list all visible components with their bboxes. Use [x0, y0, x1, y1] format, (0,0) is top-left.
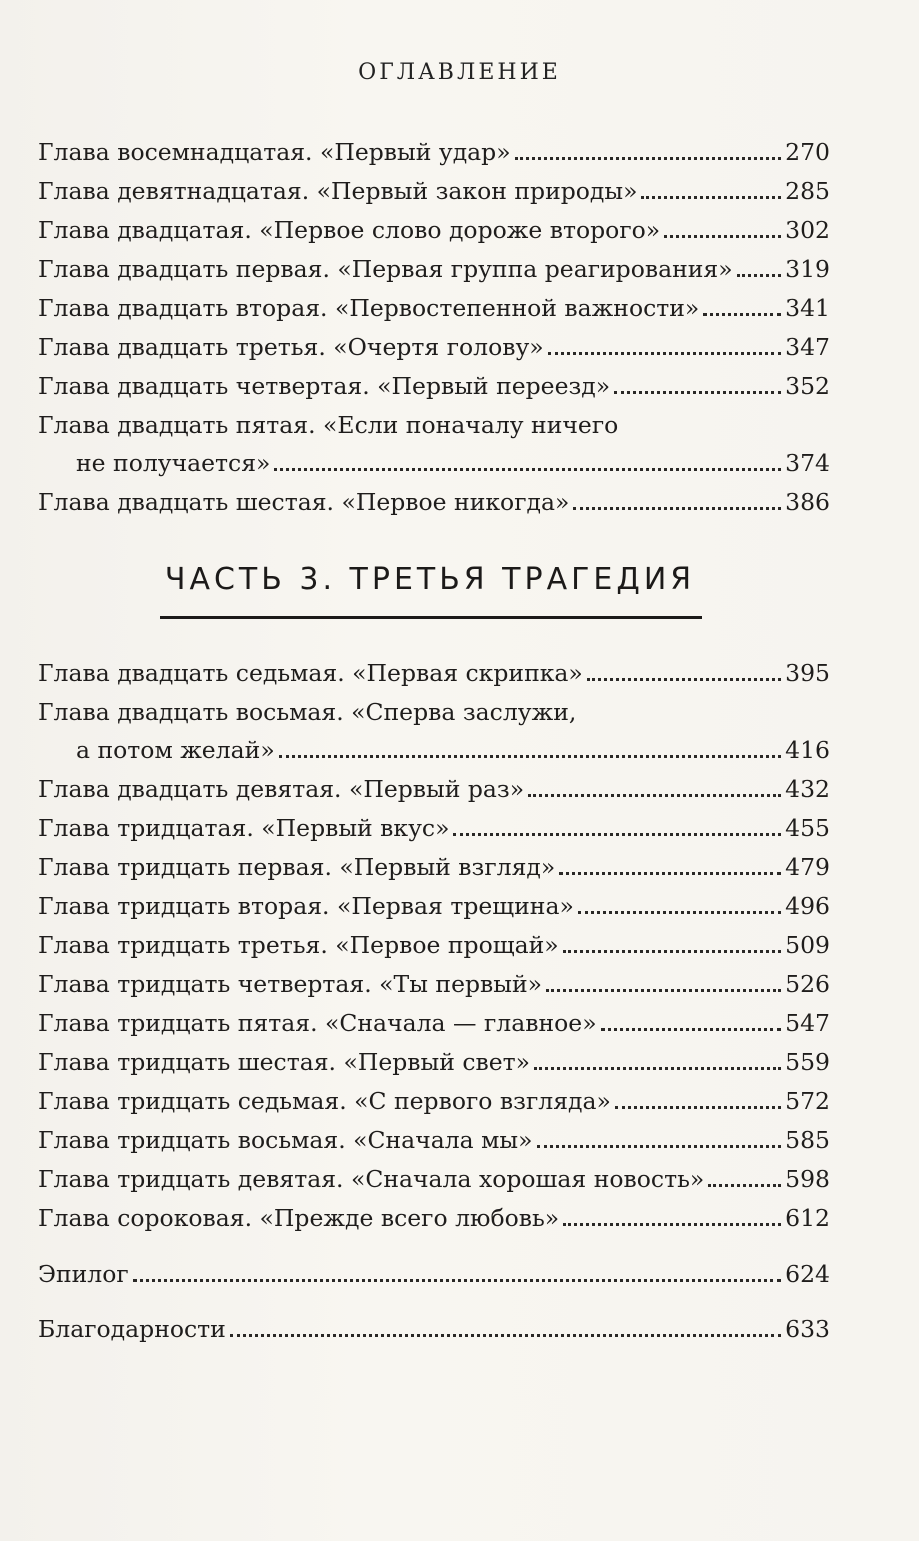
toc-entry[interactable] [38, 483, 830, 521]
toc-entry[interactable] [38, 1082, 830, 1120]
toc-entry[interactable] [38, 1121, 830, 1159]
leader-dots [563, 935, 782, 955]
leader-dots [534, 1052, 781, 1072]
toc-entry-page: 612 [785, 1204, 830, 1232]
leader-dots [279, 740, 781, 760]
toc-entry-title: Глава двадцать седьмая. «Первая скрипка» [38, 659, 583, 687]
toc-entry-page: 270 [785, 138, 830, 166]
toc-entry-page: 416 [785, 736, 830, 764]
leader-dots [537, 1130, 782, 1150]
toc-entry-title: Глава тридцать вторая. «Первая трещина» [38, 892, 574, 920]
leader-dots [453, 818, 781, 838]
toc-entry-page: 455 [785, 814, 830, 842]
part-heading-rule [160, 616, 702, 619]
toc-entry-title: Глава тридцатая. «Первый вкус» [38, 814, 450, 842]
toc-entry-page: 395 [785, 659, 830, 687]
toc-entry-page: 285 [785, 177, 830, 205]
toc-entry-title: Глава двадцатая. «Первое слово дороже второго» [38, 216, 661, 244]
toc-entry[interactable] [38, 133, 830, 171]
toc-entry-page: 624 [785, 1260, 830, 1288]
toc-entry-title: Благодарности [38, 1315, 226, 1343]
toc-entry-page: 347 [785, 333, 830, 361]
toc-entry[interactable] [38, 848, 830, 886]
leader-dots [614, 376, 781, 396]
toc-entry-page: 559 [785, 1048, 830, 1076]
toc-entry-page: 386 [785, 488, 830, 516]
toc-entry[interactable] [38, 406, 830, 482]
leader-dots [708, 1169, 781, 1189]
toc-entry[interactable] [38, 250, 830, 288]
leader-dots [703, 298, 781, 318]
toc-entry-title: Глава девятнадцатая. «Первый закон природы» [38, 177, 638, 205]
toc-entry[interactable] [38, 770, 830, 808]
toc-entry[interactable] [38, 289, 830, 327]
toc-entry-title: Глава восемнадцатая. «Первый удар» [38, 138, 511, 166]
leader-dots [578, 896, 781, 916]
toc-entry[interactable] [38, 887, 830, 925]
toc-entry-page: 374 [785, 449, 830, 477]
leader-dots [230, 1319, 781, 1339]
toc-entry-page: 526 [785, 970, 830, 998]
toc-entry-page: 302 [785, 216, 830, 244]
toc-entry-page: 319 [785, 255, 830, 283]
leader-dots [548, 337, 781, 357]
leader-dots [573, 492, 781, 512]
leader-dots [133, 1264, 781, 1284]
toc-entry-title-line2: не получается» [76, 449, 271, 477]
leader-dots [664, 220, 781, 240]
leader-dots [601, 1013, 782, 1033]
leader-dots [615, 1091, 781, 1111]
leader-dots [546, 974, 781, 994]
leader-dots [563, 1208, 781, 1228]
toc-entry-title-line1: Глава двадцать восьмая. «Сперва заслужи, [38, 698, 577, 726]
toc-entry-page: 598 [785, 1165, 830, 1193]
toc-entry-title: Глава тридцать третья. «Первое прощай» [38, 931, 559, 959]
toc-entry-title-line2: а потом желай» [76, 736, 275, 764]
toc-entry[interactable] [38, 926, 830, 964]
toc-entry-page: 496 [785, 892, 830, 920]
leader-dots [528, 779, 781, 799]
toc-entry-title: Глава двадцать шестая. «Первое никогда» [38, 488, 570, 516]
part-heading: ЧАСТЬ 3. ТРЕТЬЯ ТРАГЕДИЯ [164, 562, 696, 597]
toc-entry-title: Глава двадцать девятая. «Первый раз» [38, 775, 525, 803]
toc-entry[interactable] [38, 1043, 830, 1081]
toc-entry-title-line1: Глава двадцать пятая. «Если поначалу ничего [38, 411, 619, 439]
leader-dots [274, 453, 781, 473]
leader-dots [587, 663, 781, 683]
running-head: ОГЛАВЛЕНИЕ [358, 60, 561, 85]
toc-entry-page: 432 [785, 775, 830, 803]
toc-entry[interactable] [38, 965, 830, 1003]
toc-entry-page: 633 [785, 1315, 830, 1343]
toc-entry-page: 479 [785, 853, 830, 881]
toc-entry[interactable] [38, 1199, 830, 1237]
toc-entry-title: Глава тридцать седьмая. «С первого взгляда» [38, 1087, 611, 1115]
toc-entry[interactable] [38, 693, 830, 769]
toc-entry-page: 509 [785, 931, 830, 959]
toc-entry-page: 572 [785, 1087, 830, 1115]
toc-entry-title: Глава тридцать пятая. «Сначала — главное» [38, 1009, 597, 1037]
toc-entry[interactable] [38, 809, 830, 847]
toc-entry[interactable] [38, 211, 830, 249]
toc-entry-title: Глава тридцать восьмая. «Сначала мы» [38, 1126, 533, 1154]
toc-entry[interactable] [38, 654, 830, 692]
toc-entry-title: Глава двадцать четвертая. «Первый переезд» [38, 372, 611, 400]
toc-entry-epilogue[interactable] [38, 1255, 830, 1293]
toc-entry-page: 352 [785, 372, 830, 400]
toc-entry-page: 585 [785, 1126, 830, 1154]
toc-entry-title: Глава тридцать шестая. «Первый свет» [38, 1048, 531, 1076]
leader-dots [515, 142, 782, 162]
toc-entry-title: Глава двадцать вторая. «Первостепенной важности» [38, 294, 700, 322]
toc-entry[interactable] [38, 367, 830, 405]
toc-entry-title: Глава сороковая. «Прежде всего любовь» [38, 1204, 560, 1232]
toc-entry-title: Эпилог [38, 1260, 129, 1288]
toc-entry-title: Глава тридцать первая. «Первый взгляд» [38, 853, 556, 881]
toc-entry-title: Глава двадцать первая. «Первая группа реагирования» [38, 255, 733, 283]
toc-entry-page: 341 [785, 294, 830, 322]
toc-entry[interactable] [38, 328, 830, 366]
leader-dots [559, 857, 781, 877]
toc-entry-title: Глава тридцать четвертая. «Ты первый» [38, 970, 542, 998]
leader-dots [737, 259, 782, 279]
toc-entry[interactable] [38, 1160, 830, 1198]
toc-entry-acknowledgements[interactable] [38, 1310, 830, 1348]
toc-entry-page: 547 [785, 1009, 830, 1037]
leader-dots [641, 181, 781, 201]
toc-entry-title: Глава двадцать третья. «Очертя голову» [38, 333, 544, 361]
toc-entry-title: Глава тридцать девятая. «Сначала хорошая новость» [38, 1165, 705, 1193]
toc-entry[interactable] [38, 1004, 830, 1042]
toc-entry[interactable] [38, 172, 830, 210]
